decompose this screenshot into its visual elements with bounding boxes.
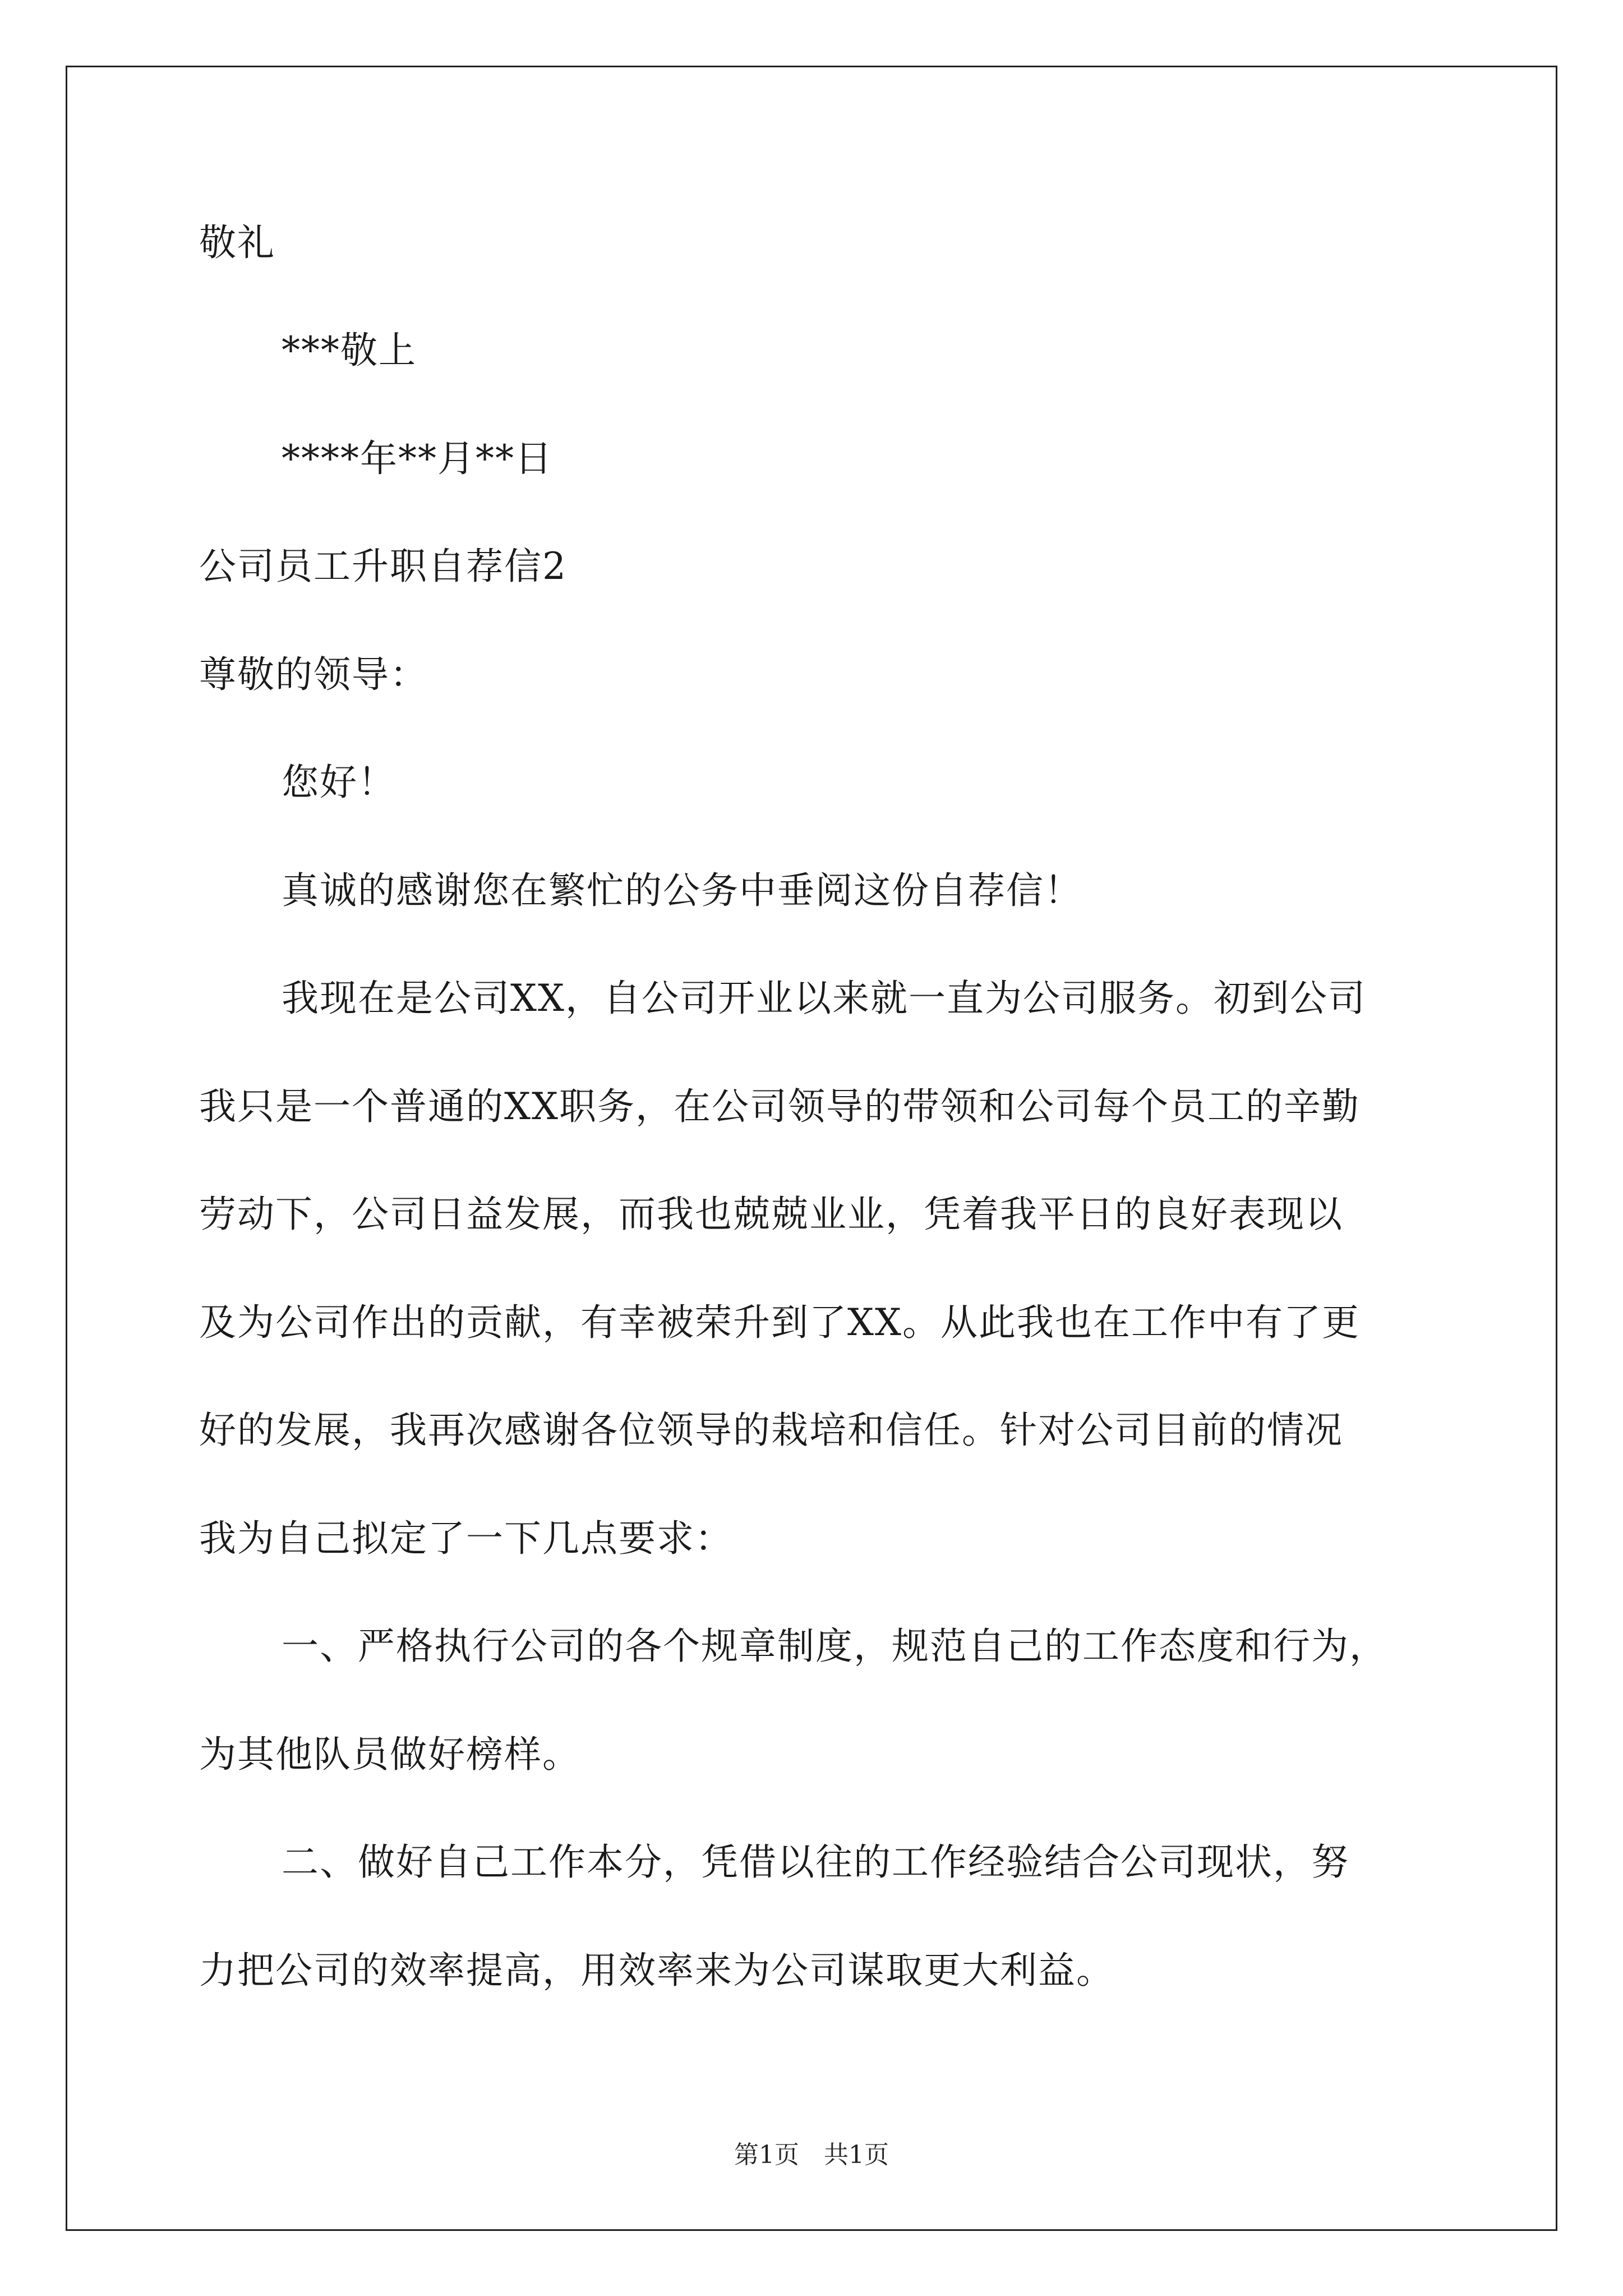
hello-line: 您好！ <box>282 761 396 804</box>
paragraph-line: 好的发展，我再次感谢各位领导的栽培和信任。针对公司目前的情况 <box>199 1409 1343 1452</box>
list-item-1-continued: 为其他队员做好榜样。 <box>199 1733 580 1776</box>
paragraph-line: 我为自己拟定了一下几点要求： <box>199 1517 733 1560</box>
closing-salutation: 敬礼 <box>199 221 275 264</box>
date-line: ****年**月**日 <box>282 437 553 480</box>
list-item-2-continued: 力把公司的效率提高，用效率来为公司谋取更大利益。 <box>199 1949 1114 1992</box>
paragraph-line: 及为公司作出的贡献，有幸被荣升到了XX。从此我也在工作中有了更 <box>199 1301 1360 1344</box>
paragraph-line: 我现在是公司XX，自公司开业以来就一直为公司服务。初到公司 <box>282 977 1366 1020</box>
paragraph-line: 劳动下，公司日益发展，而我也兢兢业业，凭着我平日的良好表现以 <box>199 1193 1343 1236</box>
letter-title: 公司员工升职自荐信2 <box>199 545 567 588</box>
paragraph-line: 真诚的感谢您在繁忙的公务中垂阅这份自荐信！ <box>282 869 1082 912</box>
greeting: 尊敬的领导： <box>199 653 428 696</box>
page-border <box>66 66 1557 2231</box>
list-item-1: 一、严格执行公司的各个规章制度，规范自己的工作态度和行为， <box>282 1625 1387 1668</box>
signature-line: ***敬上 <box>282 329 417 372</box>
page-number-footer: 第1页 共1页 <box>734 2141 889 2169</box>
paragraph-line: 我只是一个普通的XX职务，在公司领导的带领和公司每个员工的辛勤 <box>199 1085 1360 1128</box>
list-item-2: 二、做好自己工作本分，凭借以往的工作经验结合公司现状，努 <box>282 1841 1349 1884</box>
